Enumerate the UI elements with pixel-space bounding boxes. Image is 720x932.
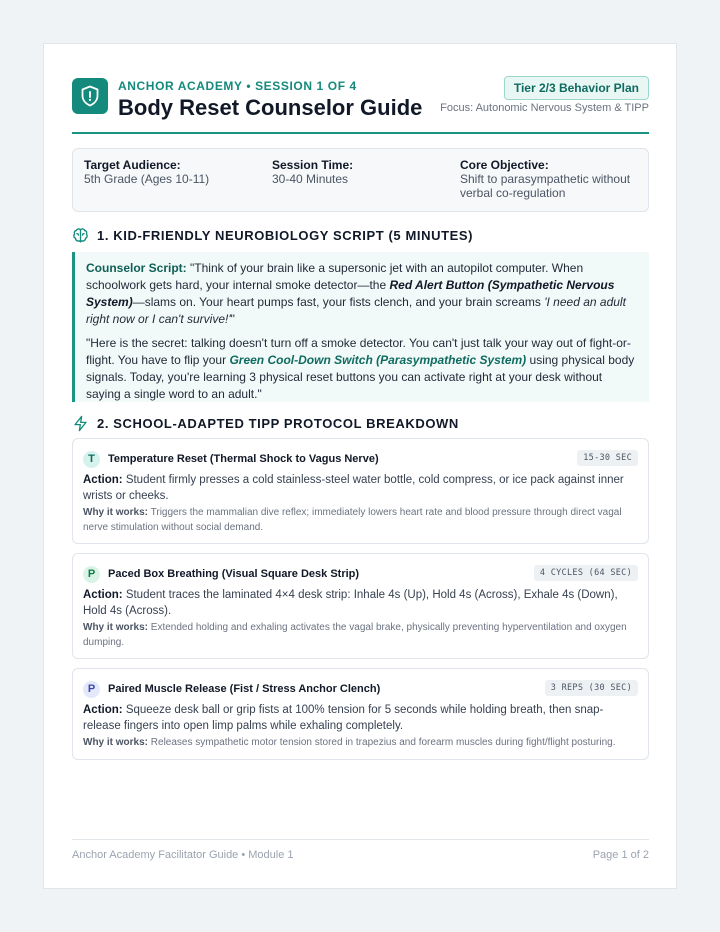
script-label: Counselor Script: <box>86 261 187 275</box>
document-header <box>72 76 649 134</box>
why-text: Releases sympathetic motor tension stored in trapezius and forearm muscles during fight/flight posturing. <box>150 737 616 748</box>
card-title: Temperature Reset (Thermal Shock to Vagus Nerve) <box>108 453 379 465</box>
audience-value: 5th Grade (Ages 10-11) <box>84 172 210 186</box>
objective-value: Shift to parasympathetic without verbal co-regulation <box>460 172 631 200</box>
why-label: Why it works: <box>83 622 149 633</box>
action-text: Squeeze desk ball or grip fists at 100% tension for 5 seconds while holding breath, then snap-release fingers into open limp palms while exhaling completely. <box>83 704 604 732</box>
action-text: Student firmly presses a cold stainless-steel water bottle, cold compress, or ice pack against inner wrists or cheeks. <box>83 474 624 502</box>
card-action <box>83 702 635 734</box>
section-1-title: 1. KID-FRIENDLY NEUROBIOLOGY SCRIPT (5 MINUTES) <box>97 227 474 243</box>
letter-badge: P <box>83 566 100 583</box>
action-label: Action: <box>83 589 123 601</box>
page-footer <box>72 839 649 862</box>
script-paragraph-1 <box>86 260 639 328</box>
time-info <box>272 158 442 186</box>
script-p1-quote: 'I need an adult right now or I can't survive!' <box>86 295 626 326</box>
card-action <box>83 587 635 619</box>
card-header <box>83 680 380 698</box>
card-header <box>83 565 359 583</box>
card-why <box>83 735 635 750</box>
tier-badge: Tier 2/3 Behavior Plan <box>504 76 649 100</box>
letter-badge: P <box>83 681 100 698</box>
card-why <box>83 620 635 650</box>
green-switch-term: Green Cool-Down Switch (Parasympathetic System) <box>229 353 527 367</box>
why-label: Why it works: <box>83 507 149 518</box>
audience-info <box>84 158 254 186</box>
time-value: 30-40 Minutes <box>272 172 349 186</box>
shield-alert-icon <box>72 78 108 114</box>
script-p2-text-b: using physical body signals. Today, you're learning 3 physical reset buttons you can activate right at your desk without saying a single word to an adult." <box>86 353 635 401</box>
script-p1-text-a: "Think of your brain like a supersonic jet with an autopilot computer. When schoolwork gets hard, your internal smoke detector—the <box>86 261 584 292</box>
why-text: Extended holding and exhaling activates the vagal brake, physically preventing hyperventilation and oxygen dumping. <box>83 622 627 648</box>
footer-left: Anchor Academy Facilitator Guide • Module 1 <box>72 849 294 861</box>
script-p1-text-c: " <box>230 312 235 326</box>
why-label: Why it works: <box>83 737 149 748</box>
objective-label: Core Objective: <box>460 158 549 172</box>
card-title: Paired Muscle Release (Fist / Stress Anchor Clench) <box>108 683 381 695</box>
page-title: Body Reset Counselor Guide <box>118 95 423 120</box>
card-action <box>83 472 635 504</box>
action-text: Student traces the laminated 4×4 desk strip: Inhale 4s (Up), Hold 4s (Across), Exhale 4s (Down), Hold 4s (Across). <box>83 589 618 617</box>
why-text: Triggers the mammalian dive reflex; immediately lowers heart rate and blood pressure through direct vagal nerve stimulation without social demand. <box>83 507 622 533</box>
action-label: Action: <box>83 474 123 486</box>
lightning-icon <box>72 415 89 432</box>
session-info-box <box>72 148 649 212</box>
card-title: Paced Box Breathing (Visual Square Desk Strip) <box>108 568 360 580</box>
action-label: Action: <box>83 704 123 716</box>
brain-icon <box>72 227 89 244</box>
session-eyebrow: ANCHOR ACADEMY • SESSION 1 OF 4 <box>118 79 357 93</box>
audience-label: Target Audience: <box>84 158 181 172</box>
red-alert-term: Red Alert Button (Sympathetic Nervous System) <box>86 278 615 309</box>
section-2-title: 2. SCHOOL-ADAPTED TIPP PROTOCOL BREAKDOWN <box>97 415 459 431</box>
section-2-heading <box>72 414 459 432</box>
tipp-card-breathing <box>72 553 649 659</box>
objective-info <box>460 158 640 200</box>
page-number: Page 1 of 2 <box>592 849 649 861</box>
document-page <box>43 43 677 889</box>
duration-badge: 4 CYCLES (64 SEC) <box>534 565 638 581</box>
tipp-card-muscle-release <box>72 668 649 760</box>
script-p2-text-a: "Here is the secret: talking doesn't turn off a smoke detector. You can't just talk your way out of fight-or-flight. You have to flip your <box>86 336 631 367</box>
letter-badge: T <box>83 451 100 468</box>
section-1-heading <box>72 226 473 244</box>
tipp-card-temperature <box>72 438 649 544</box>
card-header <box>83 450 379 468</box>
script-paragraph-2 <box>86 335 639 403</box>
duration-badge: 15-30 SEC <box>577 450 638 466</box>
duration-badge: 3 REPS (30 SEC) <box>545 680 638 696</box>
counselor-script-box <box>72 252 649 402</box>
script-p1-text-b: —slams on. Your heart pumps fast, your fists clench, and your brain screams <box>132 295 545 309</box>
time-label: Session Time: <box>272 158 354 172</box>
focus-note: Focus: Autonomic Nervous System & TIPP <box>440 102 649 114</box>
card-why <box>83 505 635 535</box>
